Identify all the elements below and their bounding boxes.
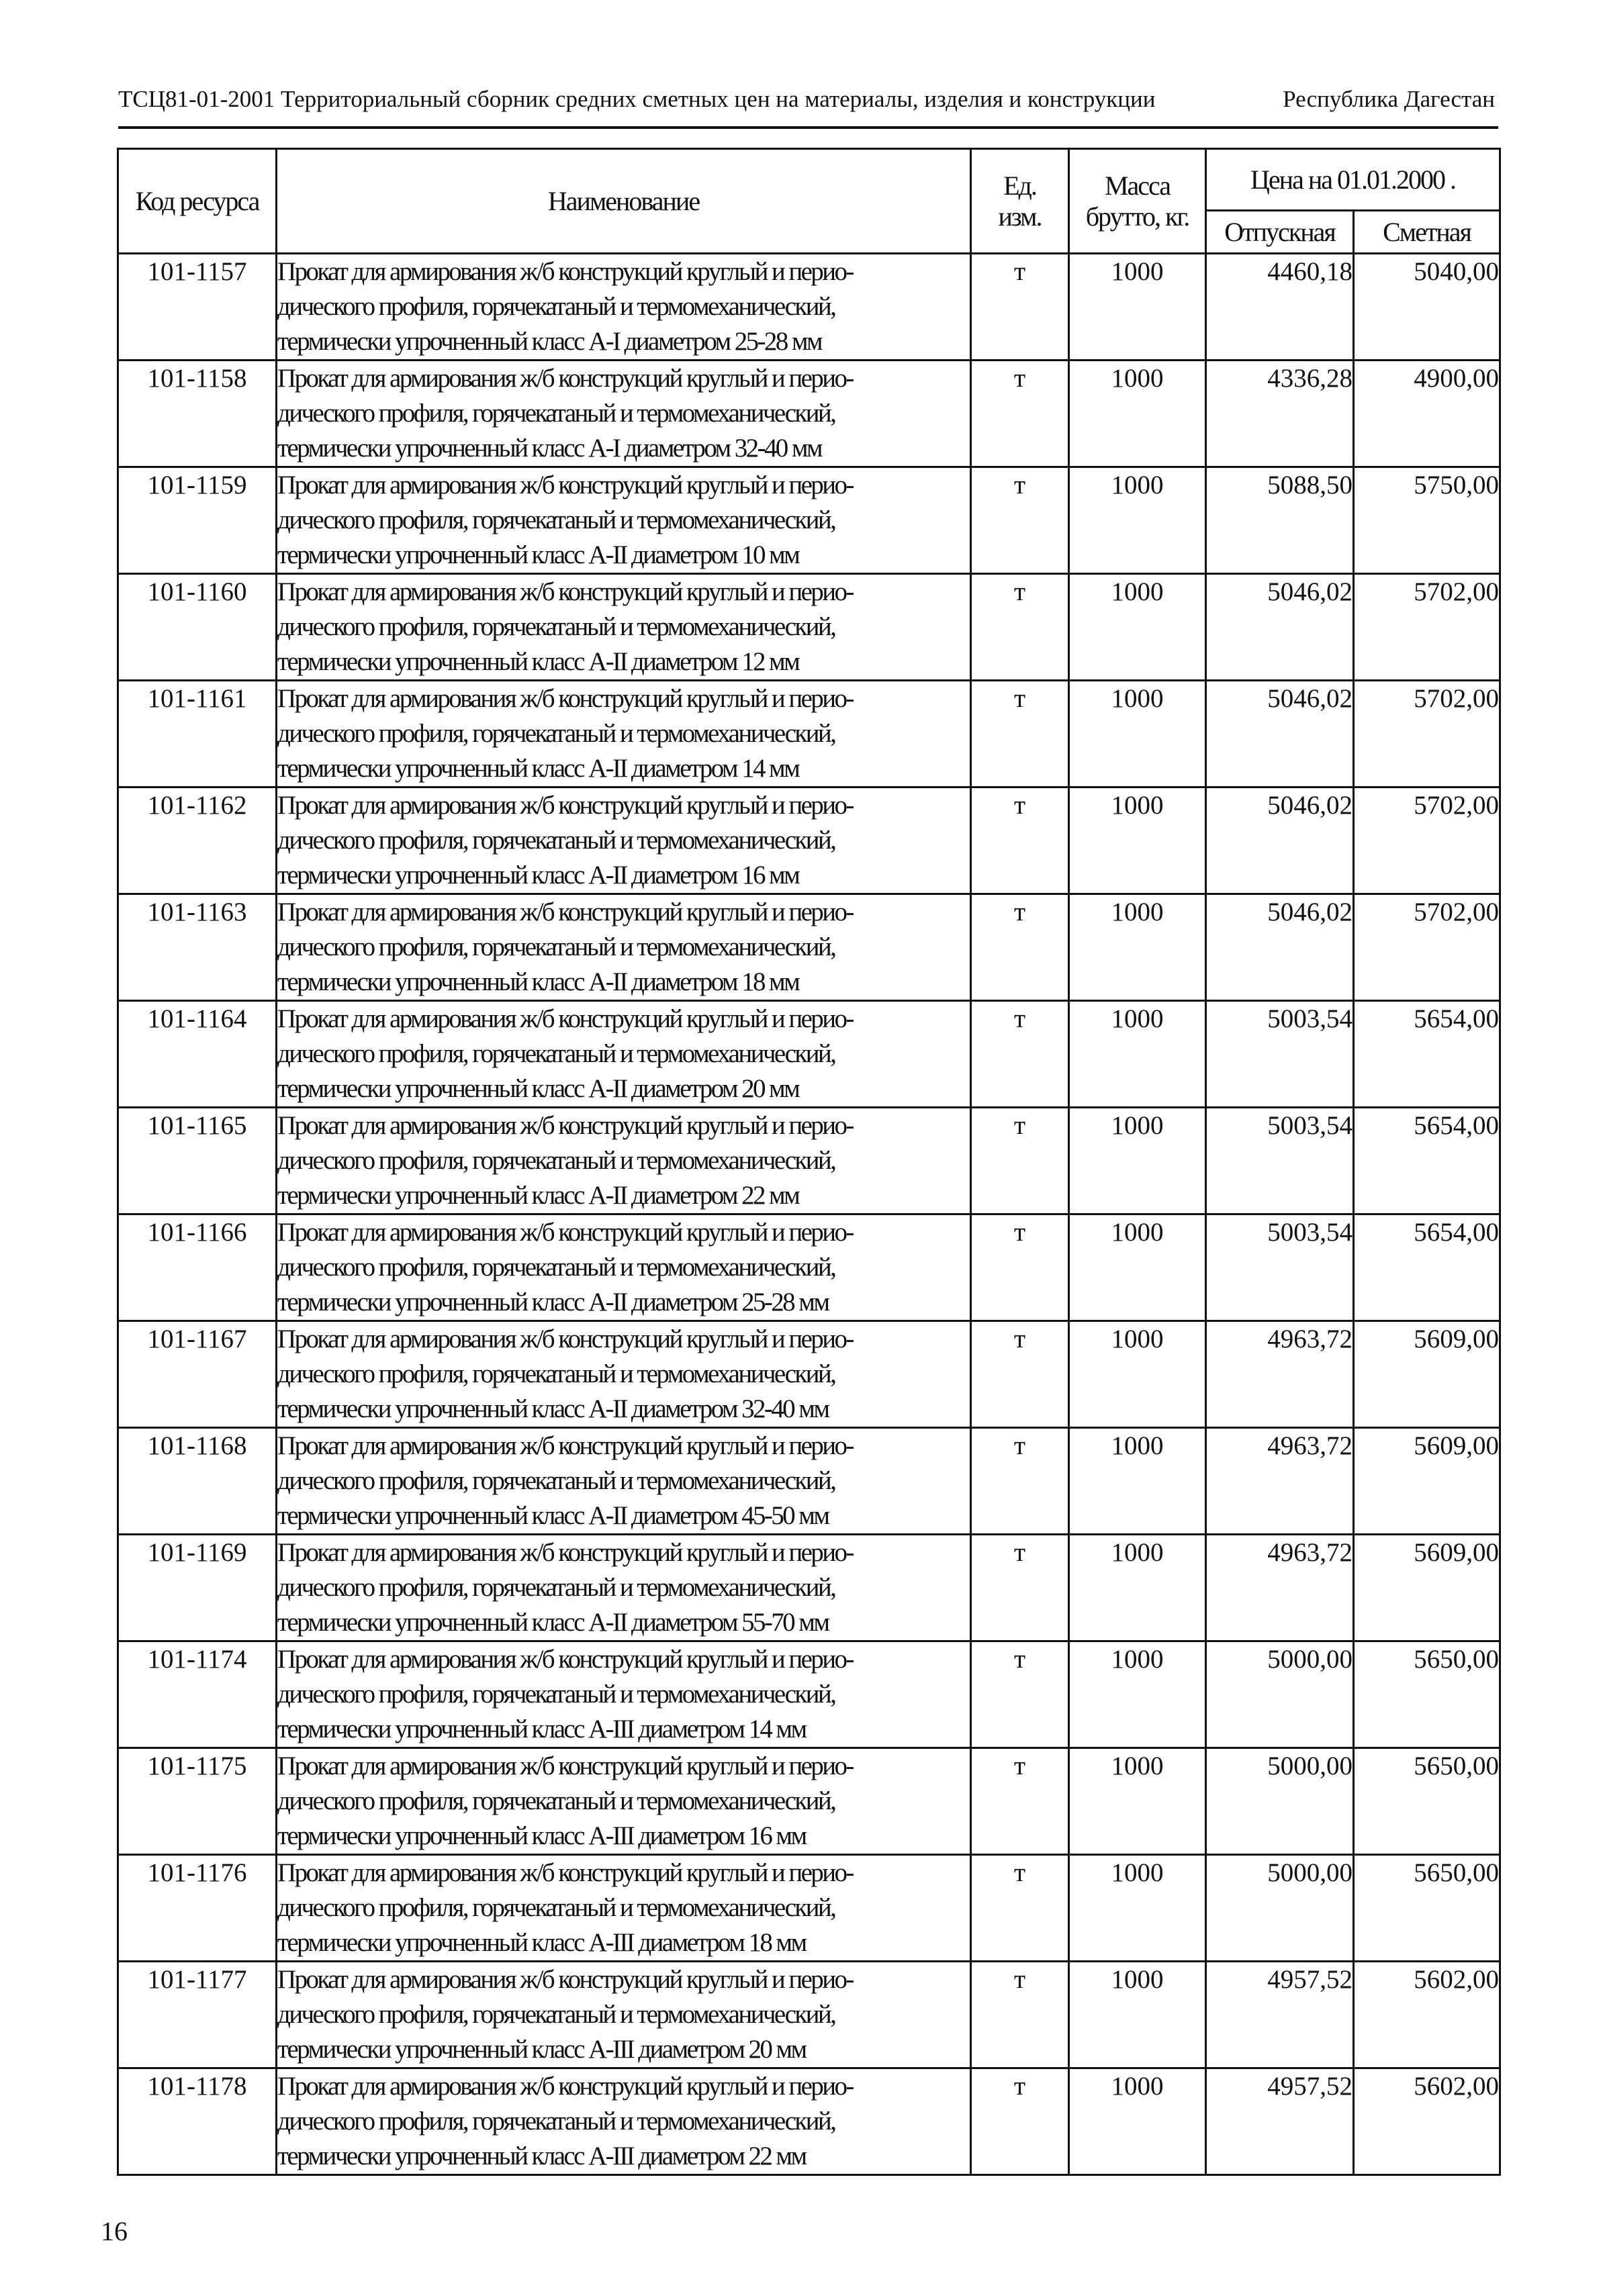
mass-value: 1000 [1069,1428,1206,1535]
resource-code: 101-1162 [118,787,277,894]
resource-name-line: термически упрочненный класс А-I диаметром 25-28 мм [277,327,822,356]
release-price: 5000,00 [1206,1641,1354,1748]
table-row [118,254,1500,361]
resource-name-line: дического профиля, горячекатаный и термомеханический, [277,2000,835,2029]
resource-name [277,1001,971,1108]
table-body [118,254,1500,2175]
mass-value: 1000 [1069,1535,1206,1641]
resource-name-line: термически упрочненный класс А-I диаметром 32-40 мм [277,434,822,463]
table-row [118,1321,1500,1428]
resource-code: 101-1176 [118,1855,277,1962]
unit-value: т [971,2068,1069,2175]
estimate-price: 5609,00 [1354,1321,1500,1428]
resource-name-line: дического профиля, горячекатаный и термомеханический, [277,1573,835,1602]
resource-name-line: дического профиля, горячекатаный и термомеханический, [277,1466,835,1495]
release-price: 4963,72 [1206,1428,1354,1535]
col-header-price-group: Цена на 01.01.2000 . [1206,149,1500,211]
resource-code: 101-1174 [118,1641,277,1748]
release-price: 5003,54 [1206,1108,1354,1214]
estimate-price: 5654,00 [1354,1214,1500,1321]
resource-name-line: Прокат для армирования ж/б конструкций круглый и перио- [277,791,853,820]
resource-name [277,1535,971,1641]
unit-value: т [971,1321,1069,1428]
estimate-price: 5609,00 [1354,1535,1500,1641]
release-price: 5046,02 [1206,681,1354,787]
unit-value: т [971,467,1069,574]
resource-code: 101-1159 [118,467,277,574]
resource-code: 101-1177 [118,1962,277,2068]
mass-value: 1000 [1069,1748,1206,1855]
unit-value: т [971,254,1069,361]
estimate-price: 5654,00 [1354,1001,1500,1108]
resource-name [277,467,971,574]
resource-name-line: термически упрочненный класс А-II диаметром 16 мм [277,861,799,890]
resource-name-line: Прокат для армирования ж/б конструкций круглый и перио- [277,1111,853,1140]
table-row [118,681,1500,787]
resource-name [277,254,971,361]
price-table [117,148,1501,2176]
table-row [118,1962,1500,2068]
release-price: 4963,72 [1206,1321,1354,1428]
estimate-price: 5650,00 [1354,1641,1500,1748]
estimate-price: 5650,00 [1354,1855,1500,1962]
resource-code: 101-1164 [118,1001,277,1108]
resource-name-line: дического профиля, горячекатаный и термомеханический, [277,612,835,641]
resource-name-line: Прокат для армирования ж/б конструкций круглый и перио- [277,2072,853,2101]
resource-name-line: термически упрочненный класс А-III диаметром 20 мм [277,2035,806,2064]
resource-name-line: термически упрочненный класс А-II диаметром 14 мм [277,754,799,783]
release-price: 4963,72 [1206,1535,1354,1641]
resource-name-line: термически упрочненный класс А-II диаметром 25-28 мм [277,1288,829,1317]
resource-name-line: термически упрочненный класс А-II диаметром 18 мм [277,967,799,996]
release-price: 4336,28 [1206,361,1354,467]
resource-name [277,2068,971,2175]
resource-name-line: Прокат для армирования ж/б конструкций круглый и перио- [277,1431,853,1460]
resource-name-line: дического профиля, горячекатаный и термомеханический, [277,826,835,855]
resource-name [277,361,971,467]
resource-name-line: термически упрочненный класс А-II диаметром 32-40 мм [277,1394,829,1423]
document-title: ТСЦ81-01-2001 Территориальный сборник средних сметных цен на материалы, изделия и конструкции [118,86,1156,112]
release-price: 5046,02 [1206,894,1354,1001]
resource-code: 101-1168 [118,1428,277,1535]
region-label: Республика Дагестан [1283,86,1495,112]
resource-code: 101-1178 [118,2068,277,2175]
table-row [118,467,1500,574]
estimate-price: 5750,00 [1354,467,1500,574]
table-row [118,787,1500,894]
resource-name [277,787,971,894]
resource-name [277,1214,971,1321]
resource-name [277,1962,971,2068]
col-header-estimate: Сметная [1354,211,1500,254]
estimate-price: 5609,00 [1354,1428,1500,1535]
page-number: 16 [101,2216,128,2246]
mass-value: 1000 [1069,467,1206,574]
table-row [118,1535,1500,1641]
resource-name-line: дического профиля, горячекатаный и термомеханический, [277,1786,835,1815]
table-row [118,894,1500,1001]
table-row [118,1108,1500,1214]
resource-code: 101-1160 [118,574,277,681]
unit-value: т [971,1428,1069,1535]
mass-value: 1000 [1069,254,1206,361]
mass-value: 1000 [1069,574,1206,681]
resource-name-line: дического профиля, горячекатаный и термомеханический, [277,1680,835,1709]
resource-name-line: термически упрочненный класс А-II диаметром 55-70 мм [277,1608,829,1637]
resource-name-line: дического профиля, горячекатаный и термомеханический, [277,719,835,748]
table-row [118,1428,1500,1535]
estimate-price: 5702,00 [1354,787,1500,894]
mass-value: 1000 [1069,894,1206,1001]
resource-name-line: Прокат для армирования ж/б конструкций круглый и перио- [277,364,853,393]
table-row [118,1001,1500,1108]
resource-code: 101-1161 [118,681,277,787]
table-row [118,1641,1500,1748]
release-price: 5000,00 [1206,1748,1354,1855]
resource-name-line: термически упрочненный класс А-III диаметром 14 мм [277,1715,806,1743]
resource-name-line: дического профиля, горячекатаный и термомеханический, [277,1253,835,1282]
resource-code: 101-1157 [118,254,277,361]
release-price: 4957,52 [1206,1962,1354,2068]
estimate-price: 4900,00 [1354,361,1500,467]
release-price: 4460,18 [1206,254,1354,361]
page-header [118,86,1495,126]
resource-code: 101-1167 [118,1321,277,1428]
resource-name [277,681,971,787]
table-row [118,361,1500,467]
resource-code: 101-1166 [118,1214,277,1321]
release-price: 5046,02 [1206,574,1354,681]
mass-value: 1000 [1069,361,1206,467]
unit-value: т [971,787,1069,894]
unit-value: т [971,361,1069,467]
unit-value: т [971,1748,1069,1855]
unit-value: т [971,574,1069,681]
table-row [118,2068,1500,2175]
resource-name-line: дического профиля, горячекатаный и термомеханический, [277,1146,835,1175]
resource-name [277,1855,971,1962]
col-header-code: Код ресурса [118,149,277,254]
resource-name-line: Прокат для армирования ж/б конструкций круглый и перио- [277,1004,853,1033]
col-header-mass: Масса брутто, кг. [1069,149,1206,254]
estimate-price: 5602,00 [1354,1962,1500,2068]
resource-name-line: термически упрочненный класс А-III диаметром 22 мм [277,2142,806,2170]
unit-value: т [971,1214,1069,1321]
unit-value: т [971,1535,1069,1641]
release-price: 5088,50 [1206,467,1354,574]
mass-value: 1000 [1069,787,1206,894]
estimate-price: 5702,00 [1354,574,1500,681]
unit-value: т [971,1108,1069,1214]
estimate-price: 5702,00 [1354,894,1500,1001]
release-price: 5000,00 [1206,1855,1354,1962]
resource-name-line: термически упрочненный класс А-II диаметром 12 мм [277,647,799,676]
resource-name [277,894,971,1001]
mass-value: 1000 [1069,1214,1206,1321]
resource-name-line: Прокат для армирования ж/б конструкций круглый и перио- [277,257,853,286]
resource-name-line: Прокат для армирования ж/б конструкций круглый и перио- [277,1752,853,1780]
resource-name-line: дического профиля, горячекатаный и термомеханический, [277,1359,835,1388]
resource-name-line: Прокат для армирования ж/б конструкций круглый и перио- [277,684,853,713]
header-divider [118,126,1498,129]
table-row [118,1855,1500,1962]
mass-value: 1000 [1069,1855,1206,1962]
table-row [118,574,1500,681]
resource-name-line: термически упрочненный класс А-II диаметром 10 мм [277,540,799,569]
mass-value: 1000 [1069,1962,1206,2068]
table-row [118,1748,1500,1855]
release-price: 4957,52 [1206,2068,1354,2175]
mass-value: 1000 [1069,1001,1206,1108]
mass-value: 1000 [1069,1108,1206,1214]
resource-name [277,574,971,681]
resource-code: 101-1158 [118,361,277,467]
resource-name [277,1641,971,1748]
col-header-unit: Ед. изм. [971,149,1069,254]
resource-name [277,1748,971,1855]
resource-name-line: Прокат для армирования ж/б конструкций круглый и перио- [277,1965,853,1994]
resource-name-line: Прокат для армирования ж/б конструкций круглый и перио- [277,1858,853,1887]
resource-name-line: Прокат для армирования ж/б конструкций круглый и перио- [277,898,853,926]
resource-code: 101-1163 [118,894,277,1001]
resource-name-line: термически упрочненный класс А-II диаметром 20 мм [277,1074,799,1103]
resource-name-line: термически упрочненный класс А-III диаметром 18 мм [277,1928,806,1957]
unit-value: т [971,1962,1069,2068]
resource-name-line: дического профиля, горячекатаный и термомеханический, [277,2107,835,2136]
resource-name-line: дического профиля, горячекатаный и термомеханический, [277,506,835,534]
resource-name-line: термически упрочненный класс А-II диаметром 45-50 мм [277,1501,829,1530]
col-header-name: Наименование [277,149,971,254]
unit-value: т [971,1855,1069,1962]
resource-name-line: Прокат для армирования ж/б конструкций круглый и перио- [277,1538,853,1567]
resource-name [277,1321,971,1428]
resource-name [277,1108,971,1214]
estimate-price: 5702,00 [1354,681,1500,787]
unit-value: т [971,1641,1069,1748]
resource-name-line: Прокат для армирования ж/б конструкций круглый и перио- [277,471,853,499]
table-row [118,1214,1500,1321]
resource-name-line: дического профиля, горячекатаный и термомеханический, [277,932,835,961]
estimate-price: 5654,00 [1354,1108,1500,1214]
resource-name-line: Прокат для армирования ж/б конструкций круглый и перио- [277,1645,853,1674]
mass-value: 1000 [1069,681,1206,787]
estimate-price: 5040,00 [1354,254,1500,361]
resource-name-line: дического профиля, горячекатаный и термомеханический, [277,399,835,428]
estimate-price: 5602,00 [1354,2068,1500,2175]
resource-name-line: дического профиля, горячекатаный и термомеханический, [277,1893,835,1922]
resource-code: 101-1175 [118,1748,277,1855]
resource-name-line: Прокат для армирования ж/б конструкций круглый и перио- [277,1218,853,1247]
resource-name-line: дического профиля, горячекатаный и термомеханический, [277,292,835,321]
release-price: 5003,54 [1206,1001,1354,1108]
unit-value: т [971,894,1069,1001]
col-header-release: Отпускная [1206,211,1354,254]
resource-code: 101-1165 [118,1108,277,1214]
release-price: 5046,02 [1206,787,1354,894]
mass-value: 1000 [1069,1321,1206,1428]
resource-name-line: Прокат для армирования ж/б конструкций круглый и перио- [277,1325,853,1353]
resource-name-line: термически упрочненный класс А-II диаметром 22 мм [277,1181,799,1210]
resource-code: 101-1169 [118,1535,277,1641]
resource-name [277,1428,971,1535]
mass-value: 1000 [1069,2068,1206,2175]
estimate-price: 5650,00 [1354,1748,1500,1855]
resource-name-line: Прокат для армирования ж/б конструкций круглый и перио- [277,577,853,606]
release-price: 5003,54 [1206,1214,1354,1321]
resource-name-line: дического профиля, горячекатаный и термомеханический, [277,1039,835,1068]
unit-value: т [971,681,1069,787]
resource-name-line: термически упрочненный класс А-III диаметром 16 мм [277,1821,806,1850]
mass-value: 1000 [1069,1641,1206,1748]
unit-value: т [971,1001,1069,1108]
